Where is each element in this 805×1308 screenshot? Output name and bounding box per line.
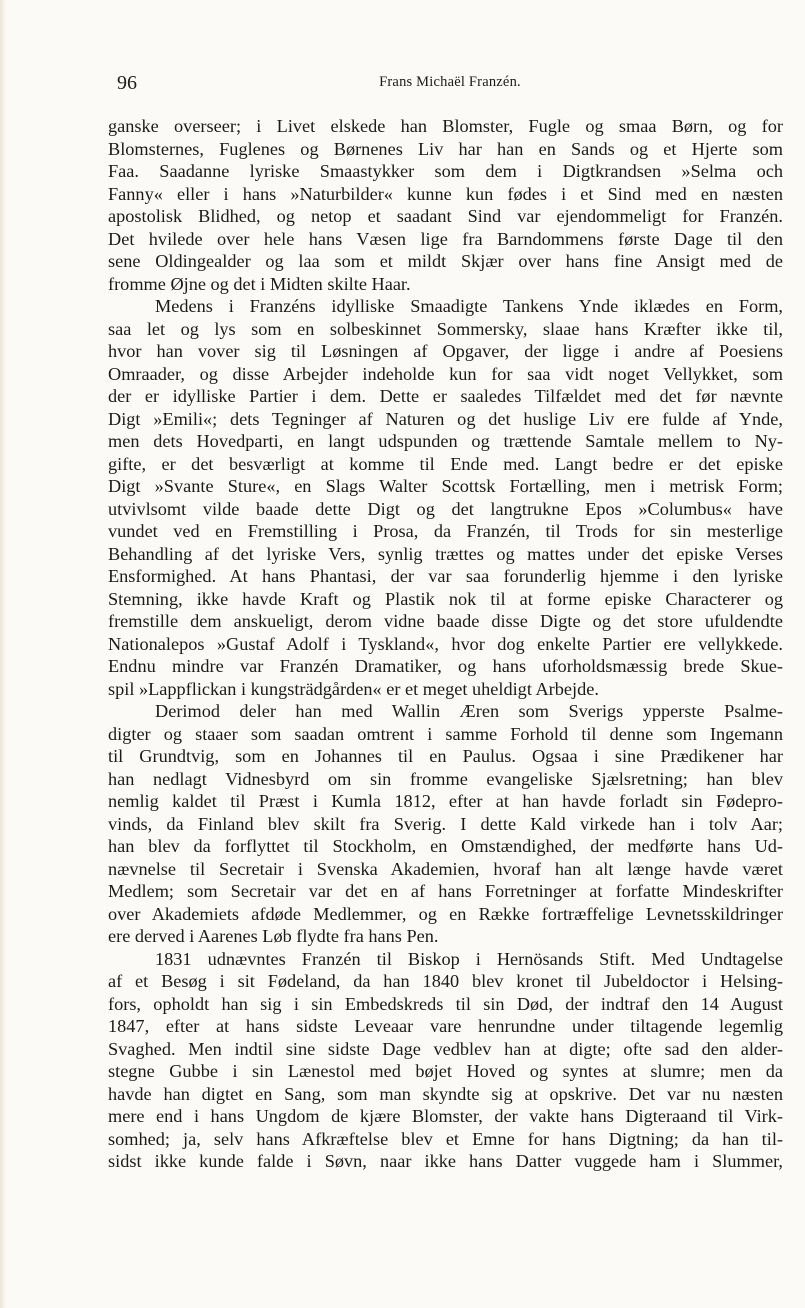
paragraph <box>108 700 783 948</box>
text-line: fromme Øjne og det i Midten skilte Haar. <box>108 273 411 294</box>
text-line: vundet ved en Fremstilling i Prosa, da Franzén, til Trods for sin mesterlige <box>108 521 783 541</box>
text-line: havde han digtet en Sang, som man skyndte sig at opskrive. Det var nu næsten <box>108 1083 783 1104</box>
text-line: sene Oldingealder og laa som et mildt Skjær over hans fine Ansigt med de <box>108 251 783 271</box>
running-title: Frans Michaël Franzén. <box>379 74 521 90</box>
body-text <box>108 115 783 1173</box>
text-line: saa let og lys som en solbeskinnet Sommersky, slaae hans Kræfter ikke til, <box>108 318 783 339</box>
text-line: Ensformighed. At hans Phantasi, der var saa forunderlig hjemme i den lyriske <box>108 566 783 586</box>
text-line: utvivlsomt vilde baade dette Digt og det langtrukne Epos »Columbus« have <box>108 498 783 519</box>
paragraph <box>108 295 783 700</box>
text-line: Det hvilede over hele hans Væsen lige fra Barndommens første Dage til den <box>108 228 783 249</box>
text-line: men dets Hovedparti, en langt udspunden og trættende Samtale mellem to Ny- <box>108 431 783 451</box>
paragraph <box>108 115 783 295</box>
text-line: af et Besøg i sit Fødeland, da han 1840 blev kronet til Jubeldoctor i Helsing- <box>108 971 783 991</box>
text-line: sidst ikke kunde falde i Søvn, naar ikke hans Datter vuggede ham i Slummer, <box>108 1151 783 1171</box>
text-line: stegne Gubbe i sin Lænestol med bøjet Hoved og syntes at slumre; men da <box>108 1061 783 1081</box>
text-line: der er idylliske Partier i dem. Dette er saaledes Tilfældet med det før nævnte <box>108 386 783 406</box>
text-line: 1847, efter at hans sidste Leveaar vare henrundne under tiltagende legemlig <box>108 1016 783 1036</box>
text-line: Nationalepos »Gustaf Adolf i Tyskland«, hvor dog enkelte Partier ere vellykkede. <box>108 633 783 654</box>
text-line: nemlig kaldet til Præst i Kumla 1812, efter at han havde forladt sin Fødepro- <box>108 791 783 811</box>
text-line: han nedlagt Vidnesbyrd om sin fromme evangeliske Sjælsretning; han blev <box>108 768 783 789</box>
text-line: Blomsternes, Fuglenes og Børnenes Liv har han en Sands og et Hjerte som <box>108 138 783 159</box>
page-edge-shadow <box>0 0 6 1308</box>
text-line: Medens i Franzéns idylliske Smaadigte Tankens Ynde iklædes en Form, <box>155 296 783 316</box>
text-line: Faa. Saadanne lyriske Smaastykker som dem i Digtkrandsen »Selma och <box>108 161 783 181</box>
text-line: Omraader, og disse Arbejder indeholde kun for saa vidt noget Vellykket, som <box>108 363 783 384</box>
text-line: Digt »Svante Sture«, en Slags Walter Scottsk Fortælling, men i metrisk Form; <box>108 476 783 496</box>
paragraph <box>108 948 783 1173</box>
text-line: Svaghed. Men indtil sine sidste Dage vedblev han at digte; ofte sad den alder- <box>108 1038 783 1059</box>
text-line: hvor han vover sig til Løsningen af Opgaver, der ligge i andre af Poesiens <box>108 341 783 361</box>
text-line: Endnu mindre var Franzén Dramatiker, og hans uforholdsmæssig brede Skue- <box>108 656 783 676</box>
text-line: til Grundtvig, som en Johannes til en Paulus. Ogsaa i sine Prædikener har <box>108 746 783 766</box>
text-line: han blev da forflyttet til Stockholm, en Omstændighed, der medførte hans Ud- <box>108 836 783 856</box>
text-line: somhed; ja, selv hans Afkræftelse blev et Emne for hans Digtning; da han til- <box>108 1128 783 1149</box>
text-line: vinds, da Finland blev skilt fra Sverig. I dette Kald virkede han i tolv Aar; <box>108 813 783 834</box>
text-line: ganske overseer; i Livet elskede han Blomster, Fugle og smaa Børn, og for <box>108 116 783 136</box>
text-line: Fanny« eller i hans »Naturbilder« kunne kun fødes i et Sind med en næsten <box>108 183 783 204</box>
text-line: fremstille dem anskueligt, derom vidne baade disse Digte og det store ufuldendte <box>108 611 783 631</box>
text-line: nævnelse til Secretair i Svenska Akademien, hvoraf han alt længe havde været <box>108 858 783 879</box>
text-line: gifte, er det besværligt at komme til Ende med. Langt bedre er det episke <box>108 453 783 474</box>
text-line: Derimod deler han med Wallin Æren som Sverigs ypperste Psalme- <box>155 701 783 721</box>
text-line: over Akademiets afdøde Medlemmer, og en Række fortræffelige Levnetsskildringer <box>108 903 783 924</box>
text-line: ere derved i Aarenes Løb flydte fra hans Pen. <box>108 926 439 946</box>
text-line: Behandling af det lyriske Vers, synlig trættes og mattes under det episke Verses <box>108 543 783 564</box>
text-line: fors, opholdt han sig i sin Embedskreds til sin Død, der indtraf den 14 August <box>108 993 783 1014</box>
text-line: apostolisk Blidhed, og netop et saadant Sind var ejendommeligt for Franzén. <box>108 206 783 226</box>
text-line: mere end i hans Ungdom de kjære Blomster, der vakte hans Digteraand til Virk- <box>108 1106 783 1126</box>
text-line: Digt »Emili«; dets Tegninger af Naturen og det huslige Liv ere fulde af Ynde, <box>108 408 783 429</box>
text-line: digter og staaer som saadan omtrent i samme Forhold til denne som Ingemann <box>108 723 783 744</box>
page-number: 96 <box>117 72 137 94</box>
text-line: 1831 udnævntes Franzén til Biskop i Hernösands Stift. Med Undtagelse <box>155 948 783 969</box>
text-line: Medlem; som Secretair var det en af hans Forretninger at forfatte Mindeskrifter <box>108 881 783 901</box>
text-line: Stemning, ikke havde Kraft og Plastik nok til at forme episke Characterer og <box>108 588 783 609</box>
text-line: spil »Lappflickan i kungsträdgården« er et meget uheldigt Arbejde. <box>108 678 599 699</box>
